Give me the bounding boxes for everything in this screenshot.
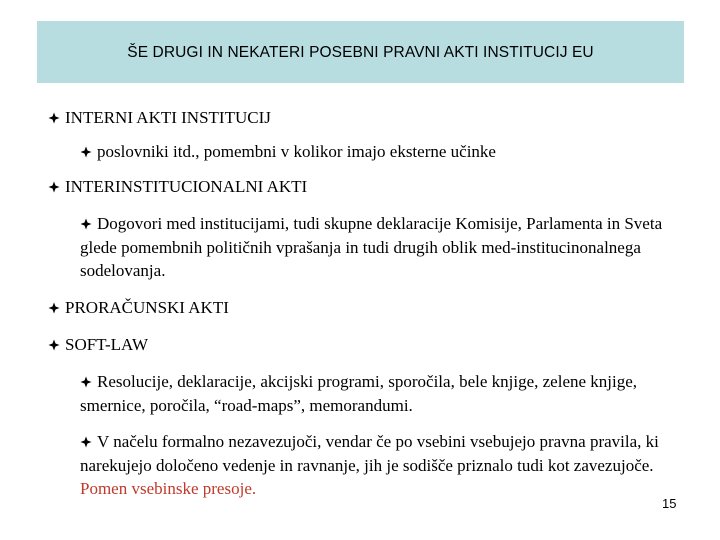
diamond-bullet-icon xyxy=(80,218,92,230)
list-item xyxy=(80,140,690,164)
section-heading-interinstitucionalni xyxy=(48,175,307,198)
list-item-text: V načelu formalno nezavezujoči, vendar če po vsebini vsebujejo pravna pravila, ki narekujejo določeno vedenje in ravnanje, jih je sodišče priznalo tudi kot zavezujoče. xyxy=(80,432,659,475)
section-heading-label: INTERNI AKTI INSTITUCIJ xyxy=(65,108,271,127)
page-number: 15 xyxy=(662,496,677,511)
list-item-text: Dogovori med institucijami, tudi skupne deklaracije Komisije, Parlamenta in Sveta glede pomembnih političnih vprašanja in tudi drugih oblik med-institucinonalnega sodelovanja. xyxy=(80,214,663,280)
section-heading-label: SOFT-LAW xyxy=(65,335,149,354)
section-heading-soft-law xyxy=(48,333,148,356)
diamond-bullet-icon xyxy=(48,112,60,124)
section-heading-proracunski xyxy=(48,296,229,319)
section-heading-interni xyxy=(48,106,271,129)
diamond-bullet-icon xyxy=(48,339,60,351)
list-item xyxy=(80,212,690,283)
diamond-bullet-icon xyxy=(48,181,60,193)
section-heading-label: PRORAČUNSKI AKTI xyxy=(65,298,229,317)
diamond-bullet-icon xyxy=(80,146,92,158)
list-item-text: poslovniki itd., pomembni v kolikor imajo eksterne učinke xyxy=(97,142,496,161)
list-item xyxy=(80,430,690,501)
diamond-bullet-icon xyxy=(48,302,60,314)
title-bar xyxy=(37,21,684,83)
emphasis-text: Pomen vsebinske presoje. xyxy=(80,479,257,498)
section-heading-label: INTERINSTITUCIONALNI AKTI xyxy=(65,177,308,196)
diamond-bullet-icon xyxy=(80,376,92,388)
list-item xyxy=(80,370,690,417)
list-item-text: Resolucije, deklaracije, akcijski programi, sporočila, bele knjige, zelene knjige, smernice, poročila, “road-maps”, memorandumi. xyxy=(80,372,638,415)
diamond-bullet-icon xyxy=(80,436,92,448)
slide-title: ŠE DRUGI IN NEKATERI POSEBNI PRAVNI AKTI INSTITUCIJ EU xyxy=(127,44,594,61)
